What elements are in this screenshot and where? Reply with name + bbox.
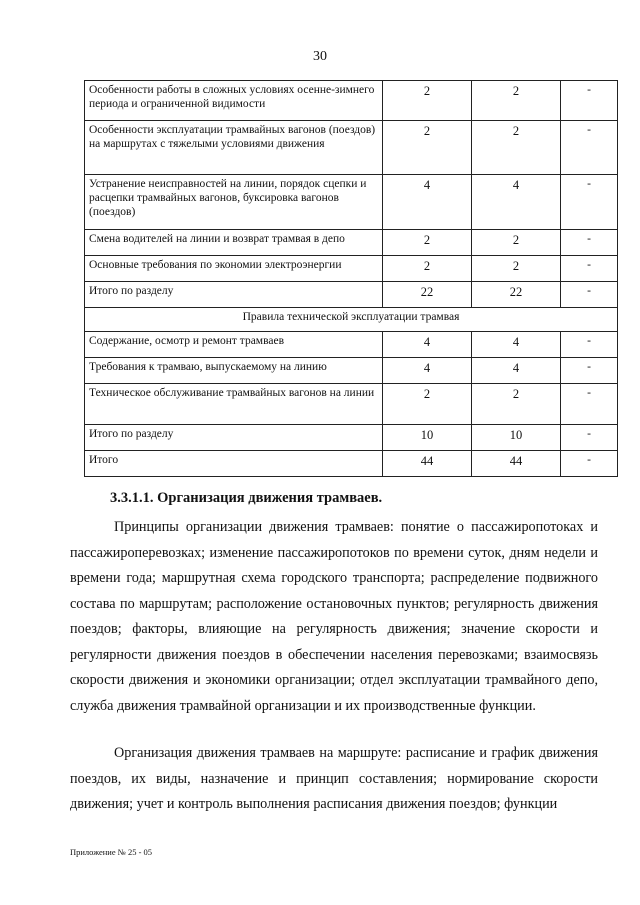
table-row xyxy=(85,425,618,451)
hours-practice-cell: - xyxy=(561,175,618,230)
hours-theory-cell: 4 xyxy=(472,175,561,230)
hours-theory-cell: 4 xyxy=(472,332,561,358)
hours-practice-cell: - xyxy=(561,81,618,121)
hours-total-cell: 2 xyxy=(383,230,472,256)
table-row xyxy=(85,358,618,384)
hours-theory-cell: 44 xyxy=(472,451,561,477)
section-heading: 3.3.1.1. Организация движения трамваев. xyxy=(110,490,383,506)
hours-theory-cell: 2 xyxy=(472,121,561,175)
hours-practice-cell: - xyxy=(561,451,618,477)
hours-practice-cell: - xyxy=(561,256,618,282)
footer-note: Приложение № 25 - 05 xyxy=(70,847,153,857)
hours-total-cell: 22 xyxy=(383,282,472,308)
table-row xyxy=(85,175,618,230)
hours-theory-cell: 4 xyxy=(472,358,561,384)
hours-total-cell: 2 xyxy=(383,121,472,175)
hours-practice-cell: - xyxy=(561,358,618,384)
topic-cell: Итого xyxy=(85,451,383,477)
hours-total-cell: 4 xyxy=(383,358,472,384)
topic-cell: Устранение неисправностей на линии, порядок сцепки и расцепки трамвайных вагонов, буксировка вагонов (поездов) xyxy=(85,175,383,230)
page-number: 30 xyxy=(313,49,327,64)
hours-total-cell: 4 xyxy=(383,332,472,358)
table-row xyxy=(85,384,618,425)
curriculum-table xyxy=(84,80,618,477)
table-row xyxy=(85,282,618,308)
hours-practice-cell: - xyxy=(561,282,618,308)
topic-cell: Смена водителей на линии и возврат трамвая в депо xyxy=(85,230,383,256)
topic-cell: Особенности эксплуатации трамвайных вагонов (поездов) на маршрутах с тяжелыми условиями движения xyxy=(85,121,383,175)
topic-cell: Требования к трамваю, выпускаемому на линию xyxy=(85,358,383,384)
hours-theory-cell: 2 xyxy=(472,81,561,121)
paragraph: Принципы организации движения трамваев: понятие о пассажиропотоках и пассажироперевозках; изменение пассажиропотоков по времени суток, дням недели и времени года; маршрутная схема городского транспорта; распределение подвижного состава по маршрутам; расположение остановочных пунктов; регулярность движения поездов; факторы, влияющие на регулярность движения; значение скорости и регулярности движения поездов в обеспечении населения перевозками; взаимосвязь скорости движения и экономики организации; отдел эксплуатации трамвайного депо, служба движения трамвайной организации и их производственные функции. xyxy=(70,519,598,714)
topic-cell: Техническое обслуживание трамвайных вагонов на линии xyxy=(85,384,383,425)
table-row xyxy=(85,230,618,256)
hours-total-cell: 10 xyxy=(383,425,472,451)
hours-total-cell: 2 xyxy=(383,384,472,425)
table-row xyxy=(85,81,618,121)
hours-theory-cell: 2 xyxy=(472,230,561,256)
hours-practice-cell: - xyxy=(561,425,618,451)
hours-total-cell: 2 xyxy=(383,256,472,282)
hours-total-cell: 4 xyxy=(383,175,472,230)
hours-total-cell: 2 xyxy=(383,81,472,121)
topic-cell: Содержание, осмотр и ремонт трамваев xyxy=(85,332,383,358)
hours-practice-cell: - xyxy=(561,121,618,175)
hours-practice-cell: - xyxy=(561,332,618,358)
section-title-cell: Правила технической эксплуатации трамвая xyxy=(85,308,618,332)
table-row xyxy=(85,121,618,175)
table-row xyxy=(85,451,618,477)
hours-theory-cell: 10 xyxy=(472,425,561,451)
topic-cell: Итого по разделу xyxy=(85,425,383,451)
topic-cell: Итого по разделу xyxy=(85,282,383,308)
hours-theory-cell: 2 xyxy=(472,384,561,425)
hours-total-cell: 44 xyxy=(383,451,472,477)
topic-cell: Основные требования по экономии электроэнергии xyxy=(85,256,383,282)
table-row xyxy=(85,332,618,358)
topic-cell: Особенности работы в сложных условиях осенне-зимнего периода и ограниченной видимости xyxy=(85,81,383,121)
hours-theory-cell: 22 xyxy=(472,282,561,308)
hours-practice-cell: - xyxy=(561,230,618,256)
hours-practice-cell: - xyxy=(561,384,618,425)
table-section-row xyxy=(85,308,618,332)
curriculum-table-body xyxy=(85,81,618,477)
hours-theory-cell: 2 xyxy=(472,256,561,282)
table-row xyxy=(85,256,618,282)
paragraph: Организация движения трамваев на маршруте: расписание и график движения поездов, их виды, назначение и принцип составления; нормирование скорости движения; учет и контроль выполнения расписания движения поездов; функции xyxy=(70,745,598,812)
